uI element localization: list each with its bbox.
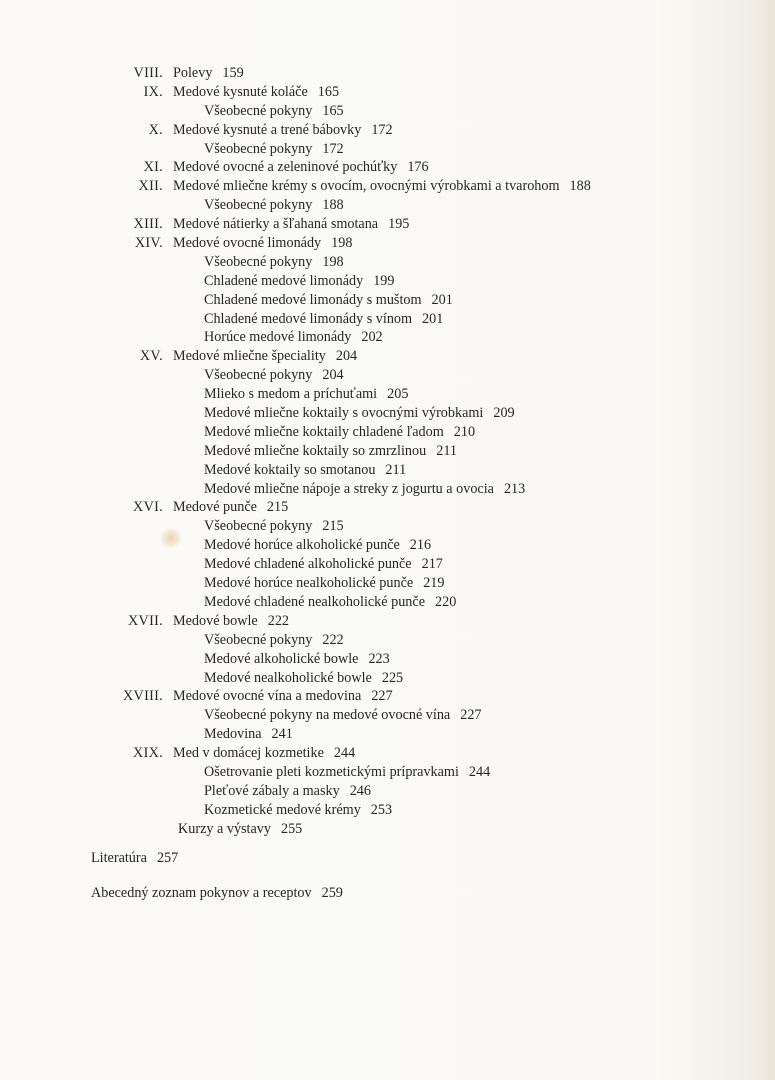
entry-page-number: 216 xyxy=(409,537,432,554)
toc-section xyxy=(0,102,775,121)
entry-title: Medové mliečne koktaily chladené ľadom xyxy=(204,423,444,440)
toc-section xyxy=(0,461,775,480)
entry-title: Medové horúce alkoholické punče xyxy=(204,537,400,554)
entry-title: Všeobecné pokyny na medové ovocné vína xyxy=(204,707,451,724)
entry-title: Všeobecné pokyny xyxy=(204,253,313,270)
entry-page-number: 188 xyxy=(569,178,591,195)
entry-text xyxy=(204,706,482,725)
chapter-number: XIX. xyxy=(133,745,163,762)
back-matter-page: 259 xyxy=(321,885,343,901)
entry-page-number: 219 xyxy=(423,575,445,592)
entry-title: Všeobecné pokyny xyxy=(204,102,313,119)
entry-title: Všeobecné pokyny xyxy=(204,631,313,648)
entry-page-number: 213 xyxy=(503,480,526,497)
toc-section xyxy=(0,536,775,555)
entry-page-number: 255 xyxy=(280,820,303,837)
entry-text xyxy=(173,498,288,517)
back-matter-index xyxy=(91,884,343,903)
toc-section xyxy=(0,669,775,688)
toc-chapter xyxy=(0,177,775,196)
entry-text xyxy=(173,687,393,706)
toc-section xyxy=(0,423,775,442)
entry-title: Medové chladené nealkoholické punče xyxy=(204,593,425,610)
entry-title: Medové mliečne krémy s ovocím, ovocnými výrobkami a tvarohom xyxy=(173,178,560,195)
entry-text xyxy=(204,631,344,650)
toc-chapter xyxy=(0,158,775,177)
chapter-number: XIII. xyxy=(133,216,163,233)
toc-section xyxy=(0,593,775,612)
chapter-number: XIV. xyxy=(134,235,163,252)
entry-page-number: 220 xyxy=(435,593,457,610)
toc-chapter xyxy=(0,498,775,517)
entry-text xyxy=(204,650,390,669)
chapter-number: XVI. xyxy=(133,499,163,516)
entry-text xyxy=(204,536,431,555)
entry-title: Mlieko s medom a príchuťami xyxy=(204,386,378,403)
entry-text xyxy=(204,404,515,423)
toc-chapter xyxy=(0,64,775,83)
entry-text xyxy=(204,782,371,801)
entry-title: Medové nealkoholické bowle xyxy=(204,669,372,686)
back-matter-literature xyxy=(91,849,178,868)
toc-section xyxy=(0,763,775,782)
entry-page-number: 253 xyxy=(370,801,393,818)
toc-section xyxy=(0,272,775,291)
toc-section xyxy=(0,820,775,839)
toc-chapter xyxy=(0,215,775,234)
entry-title: Všeobecné pokyny xyxy=(204,367,313,384)
table-of-contents xyxy=(0,64,775,839)
chapter-number: IX. xyxy=(143,83,163,100)
entry-page-number: 211 xyxy=(385,461,407,478)
entry-page-number: 244 xyxy=(333,745,356,762)
entry-text xyxy=(204,593,456,612)
toc-chapter xyxy=(0,612,775,631)
entry-page-number: 227 xyxy=(371,688,393,705)
entry-page-number: 222 xyxy=(322,631,344,648)
entry-title: Medové nátierky a šľahaná smotana xyxy=(173,216,379,233)
entry-page-number: 201 xyxy=(431,291,453,308)
toc-section xyxy=(0,328,775,347)
entry-page-number: 222 xyxy=(267,612,289,629)
entry-text xyxy=(204,310,443,329)
entry-title: Medové mliečne koktaily so zmrzlinou xyxy=(204,442,427,459)
toc-chapter xyxy=(0,121,775,140)
entry-page-number: 211 xyxy=(436,442,457,459)
entry-title: Chladené medové limonády s muštom xyxy=(204,291,422,308)
entry-title: Medové mliečne koktaily s ovocnými výrobkami xyxy=(204,405,484,422)
entry-title: Medové alkoholické bowle xyxy=(204,650,359,667)
entry-text xyxy=(173,158,429,177)
entry-title: Ošetrovanie pleti kozmetickými prípravkami xyxy=(204,763,459,780)
entry-text xyxy=(173,121,393,140)
toc-section xyxy=(0,385,775,404)
toc-section xyxy=(0,725,775,744)
entry-text xyxy=(204,272,394,291)
entry-title: Horúce medové limonády xyxy=(204,329,352,346)
toc-section xyxy=(0,291,775,310)
entry-text xyxy=(204,253,344,272)
entry-title: Medové ovocné vína a medovina xyxy=(173,688,362,705)
toc-section xyxy=(0,555,775,574)
entry-page-number: 159 xyxy=(222,65,244,81)
toc-section xyxy=(0,801,775,820)
chapter-number: X. xyxy=(148,121,163,138)
entry-page-number: 201 xyxy=(422,310,444,327)
entry-title: Všeobecné pokyny xyxy=(204,197,313,214)
entry-page-number: 198 xyxy=(331,235,353,252)
entry-text xyxy=(173,215,409,234)
back-matter-page: 257 xyxy=(156,850,179,866)
chapter-number: XVIII. xyxy=(122,688,163,705)
toc-section xyxy=(0,404,775,423)
entry-page-number: 188 xyxy=(322,197,344,214)
entry-title: Medové punče xyxy=(173,499,257,516)
entry-text xyxy=(173,177,591,196)
toc-section xyxy=(0,366,775,385)
entry-title: Medové kysnuté koláče xyxy=(173,83,308,100)
entry-text xyxy=(204,140,344,159)
entry-text xyxy=(173,744,355,763)
entry-page-number: 165 xyxy=(322,102,344,119)
entry-title: Pleťové zábaly a masky xyxy=(204,782,340,799)
entry-text xyxy=(204,517,344,536)
toc-chapter xyxy=(0,83,775,102)
toc-chapter xyxy=(0,234,775,253)
chapter-number: XII. xyxy=(138,178,163,195)
entry-page-number: 204 xyxy=(322,367,344,384)
entry-text xyxy=(178,820,302,839)
entry-page-number: 176 xyxy=(407,159,429,176)
entry-text xyxy=(204,480,525,499)
toc-section xyxy=(0,140,775,159)
entry-title: Kozmetické medové krémy xyxy=(204,801,361,818)
toc-section xyxy=(0,442,775,461)
entry-text xyxy=(204,328,383,347)
chapter-number: VIII. xyxy=(133,65,163,81)
entry-page-number: 241 xyxy=(271,726,293,743)
entry-text xyxy=(204,725,293,744)
entry-title: Kurzy a výstavy xyxy=(178,820,271,837)
chapter-number: XV. xyxy=(139,348,163,365)
entry-text xyxy=(204,669,403,688)
entry-title: Medové ovocné a zeleninové pochúťky xyxy=(173,159,398,176)
entry-page-number: 209 xyxy=(493,405,515,422)
toc-section xyxy=(0,650,775,669)
toc-section xyxy=(0,631,775,650)
entry-page-number: 217 xyxy=(421,556,443,573)
entry-page-number: 172 xyxy=(371,121,393,138)
entry-text xyxy=(204,291,453,310)
entry-page-number: 199 xyxy=(373,272,395,289)
entry-text xyxy=(204,196,344,215)
entry-page-number: 227 xyxy=(460,707,482,724)
entry-title: Medovina xyxy=(204,726,262,743)
entry-title: Medové koktaily so smotanou xyxy=(204,461,376,478)
entry-page-number: 225 xyxy=(381,669,404,686)
entry-text xyxy=(173,347,357,366)
entry-title: Všeobecné pokyny xyxy=(204,140,313,157)
toc-section xyxy=(0,480,775,499)
entry-page-number: 195 xyxy=(388,216,410,233)
entry-title: Medové ovocné limonády xyxy=(173,235,322,252)
entry-title: Polevy xyxy=(173,65,213,81)
entry-page-number: 246 xyxy=(349,782,371,799)
toc-section xyxy=(0,706,775,725)
entry-title: Medové kysnuté a trené bábovky xyxy=(173,121,362,138)
chapter-number: XI. xyxy=(143,159,163,176)
toc-section xyxy=(0,253,775,272)
entry-text xyxy=(204,366,344,385)
entry-text xyxy=(204,801,392,820)
toc-chapter xyxy=(0,347,775,366)
entry-text xyxy=(204,555,443,574)
entry-page-number: 215 xyxy=(266,499,289,516)
entry-text xyxy=(204,442,457,461)
back-matter-title: Literatúra xyxy=(91,850,147,866)
entry-text xyxy=(204,574,444,593)
toc-section xyxy=(0,574,775,593)
entry-title: Medové mliečne nápoje a streky z jogurtu a ovocia xyxy=(204,480,494,497)
entry-title: Chladené medové limonády xyxy=(204,272,364,289)
entry-page-number: 223 xyxy=(368,650,390,667)
entry-text xyxy=(204,461,406,480)
entry-title: Medové chladené alkoholické punče xyxy=(204,556,412,573)
entry-page-number: 202 xyxy=(361,329,383,346)
entry-text xyxy=(204,423,475,442)
entry-text xyxy=(204,385,408,404)
entry-title: Med v domácej kozmetike xyxy=(173,745,324,762)
entry-page-number: 165 xyxy=(317,83,340,100)
entry-title: Medové horúce nealkoholické punče xyxy=(204,575,414,592)
entry-page-number: 172 xyxy=(322,140,344,157)
entry-text xyxy=(173,612,289,631)
entry-page-number: 204 xyxy=(335,348,358,365)
entry-text xyxy=(173,83,339,102)
toc-section xyxy=(0,310,775,329)
entry-page-number: 198 xyxy=(322,253,344,270)
entry-page-number: 205 xyxy=(387,386,409,403)
entry-text xyxy=(204,102,344,121)
entry-page-number: 244 xyxy=(468,763,491,780)
entry-page-number: 210 xyxy=(453,423,476,440)
chapter-number: XVII. xyxy=(128,612,163,629)
toc-section xyxy=(0,782,775,801)
back-matter-title: Abecedný zoznam pokynov a receptov xyxy=(91,885,312,901)
entry-title: Všeobecné pokyny xyxy=(204,518,313,535)
entry-text xyxy=(173,64,244,83)
entry-page-number: 215 xyxy=(322,518,344,535)
entry-text xyxy=(173,234,352,253)
entry-title: Medové mliečne špeciality xyxy=(173,348,326,365)
entry-title: Chladené medové limonády s vínom xyxy=(204,310,413,327)
toc-section xyxy=(0,196,775,215)
toc-section xyxy=(0,517,775,536)
toc-chapter xyxy=(0,744,775,763)
entry-text xyxy=(204,763,490,782)
entry-title: Medové bowle xyxy=(173,612,258,629)
toc-chapter xyxy=(0,687,775,706)
